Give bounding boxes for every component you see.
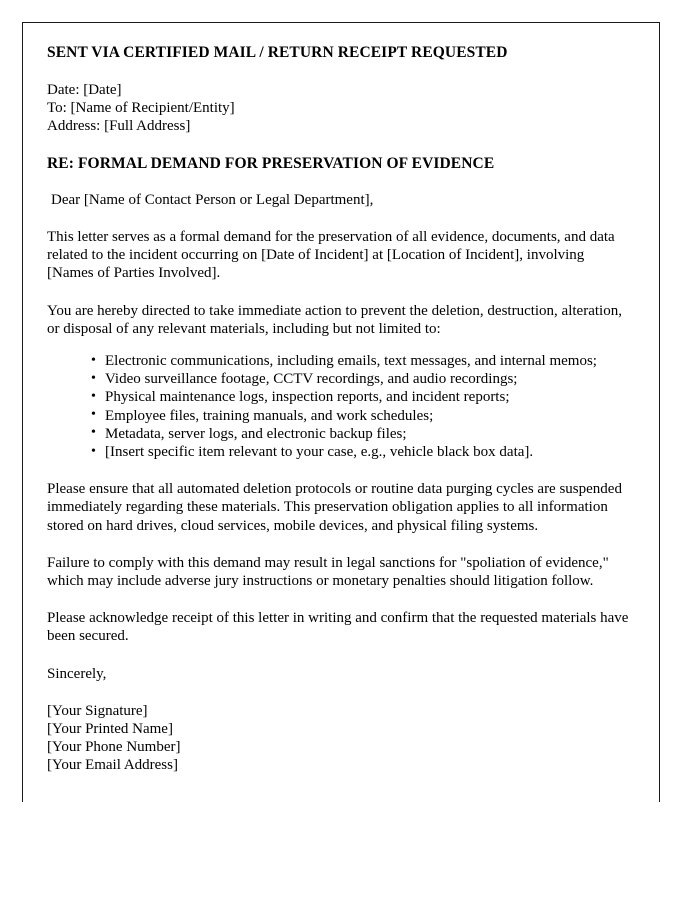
letter-content	[47, 43, 629, 774]
date-field-line: Date: [Date]	[47, 82, 122, 98]
list-item: • Electronic communications, including emails, text messages, and internal memos;	[91, 352, 629, 370]
paragraph-sanctions-warning: Failure to comply with this demand may result in legal sanctions for "spoliation of evidence," which may include adverse jury instructions or monetary penalties should litigation follow.	[47, 554, 609, 590]
list-item: • [Insert specific item relevant to your case, e.g., vehicle black box data].	[91, 443, 629, 461]
paragraph-purpose: This letter serves as a formal demand for the preservation of all evidence, documents, and data related to the incident occurring on [Date of Incident] at [Location of Incident], involving [Names of Parties Involved].	[47, 229, 615, 282]
subject-line: RE: FORMAL DEMAND FOR PRESERVATION OF EVIDENCE	[47, 155, 495, 172]
list-item: • Employee files, training manuals, and work schedules;	[91, 407, 629, 425]
recipient-name-line: To: [Name of Recipient/Entity]	[47, 100, 235, 116]
paragraph-acknowledgement-request: Please acknowledge receipt of this letter in writing and confirm that the requested materials have been secured.	[47, 610, 629, 645]
signature-block	[47, 702, 629, 774]
paragraph-directive: You are hereby directed to take immediate action to prevent the deletion, destruction, alteration, or disposal of any relevant materials, including but not limited to:	[47, 302, 622, 337]
printed-name-placeholder: [Your Printed Name]	[47, 720, 173, 737]
letter-page	[22, 22, 660, 802]
salutation-line: Dear [Name of Contact Person or Legal Department],	[51, 192, 374, 208]
certified-mail-notice: SENT VIA CERTIFIED MAIL / RETURN RECEIPT REQUESTED	[47, 44, 508, 61]
preservation-items-list	[47, 352, 629, 461]
list-item: • Video surveillance footage, CCTV recordings, and audio recordings;	[91, 370, 629, 388]
list-item: • Metadata, server logs, and electronic backup files;	[91, 425, 629, 443]
recipient-address-line: Address: [Full Address]	[47, 118, 191, 134]
phone-number-placeholder: [Your Phone Number]	[47, 738, 181, 755]
list-item: • Physical maintenance logs, inspection reports, and incident reports;	[91, 388, 629, 406]
paragraph-suspend-deletion: Please ensure that all automated deletion protocols or routine data purging cycles are suspended immediately regarding these materials. This preservation obligation applies to all information stored on hard drives, cloud services, mobile devices, and physical filing systems.	[47, 481, 622, 534]
recipient-block	[47, 81, 629, 135]
email-address-placeholder: [Your Email Address]	[47, 756, 178, 773]
signature-placeholder: [Your Signature]	[47, 702, 148, 719]
closing-line: Sincerely,	[47, 665, 107, 682]
